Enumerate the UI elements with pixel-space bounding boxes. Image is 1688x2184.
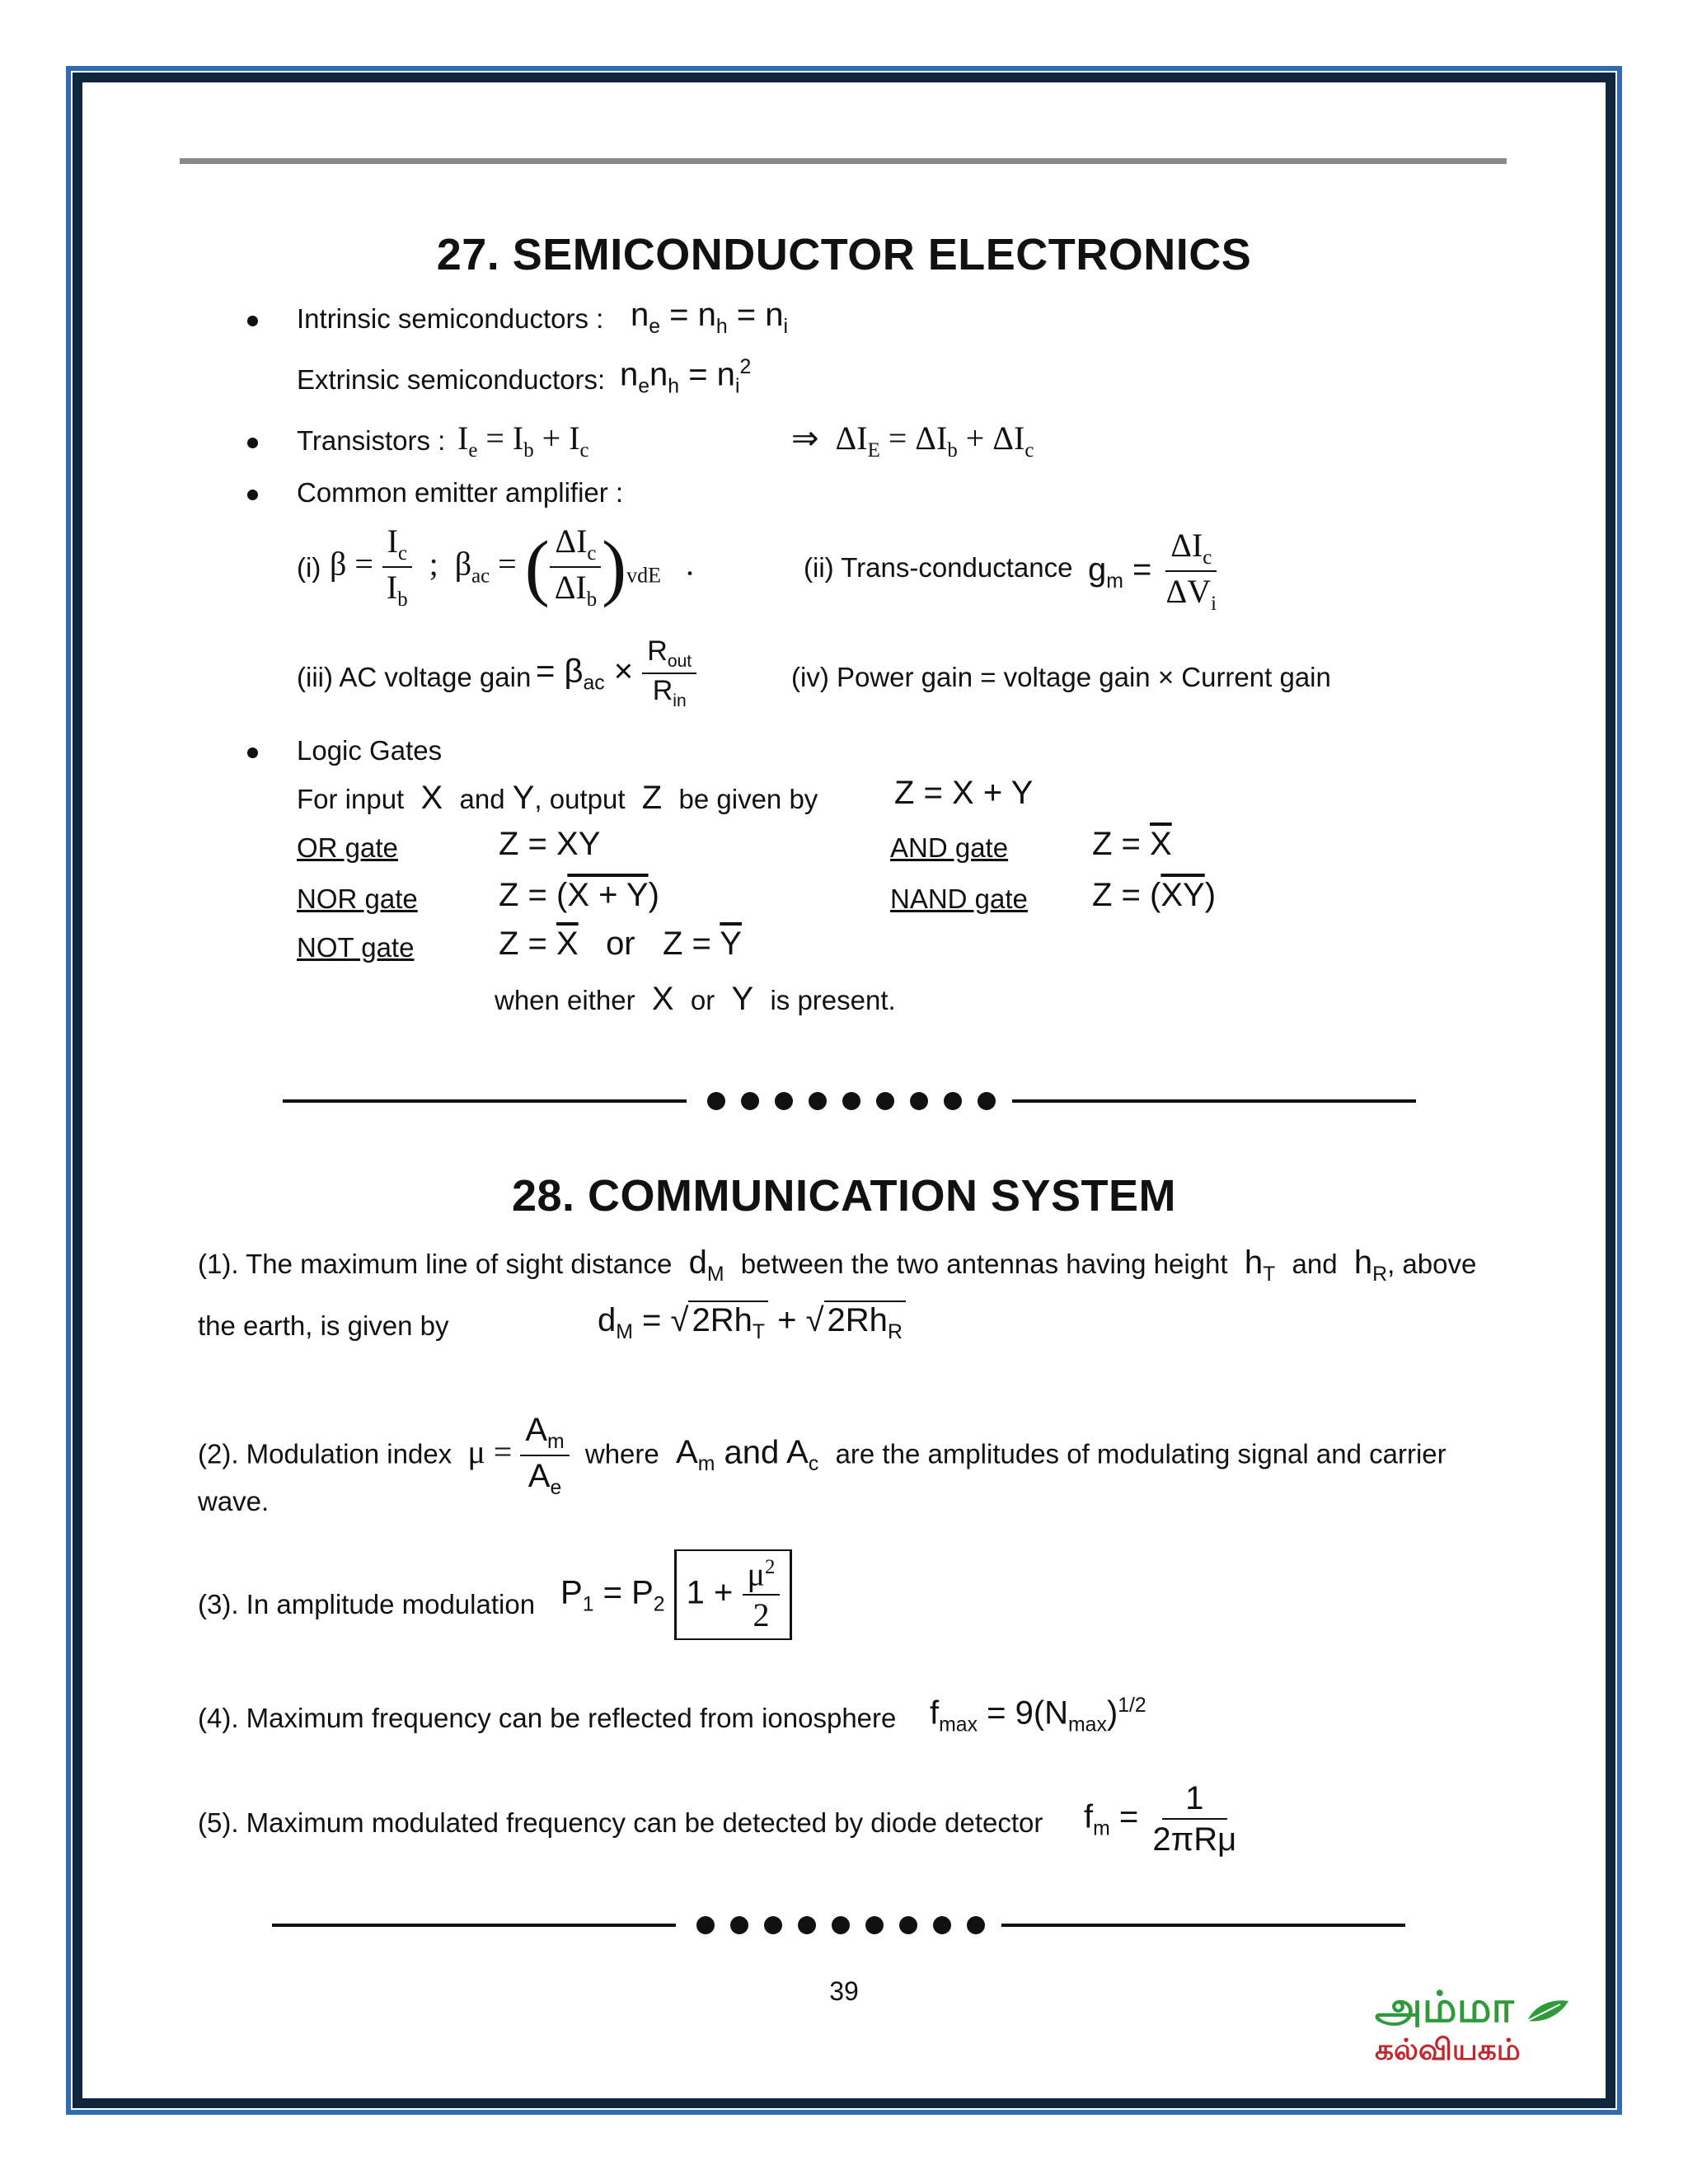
p2-line2: wave. <box>198 1486 270 1516</box>
amma-kalviyagam-logo <box>1375 1983 1573 2085</box>
logo-line2: கல்வியகம் <box>1375 2033 1521 2067</box>
or-gate-formula: Z = XY <box>499 826 601 862</box>
p2-line1: (2). Modulation index μ = $\frac{A_m}{A_e}$ where $A_m$ and $A_c$ are the amplitudes of modulating signal and carrier <box>198 1412 1447 1500</box>
bullet <box>247 748 258 758</box>
text: are the amplitudes of modulating signal and carrier <box>835 1438 1447 1469</box>
section-27-title: 27. SEMICONDUCTOR ELECTRONICS <box>436 230 1252 279</box>
text: (2). Modulation index <box>198 1438 452 1469</box>
logo-line1: அம்மா <box>1375 1983 1514 2032</box>
fmax-formula: $f_{max} = 9(N_{max})^{1/2}$ <box>930 1694 1146 1736</box>
logic-gates-label: Logic Gates <box>297 735 443 766</box>
transistor-formula: $I_e = I_b + I_c$ <box>457 419 589 462</box>
text: be given by <box>678 784 818 814</box>
bullet <box>247 438 258 448</box>
extrinsic-formula: $n_en_h = n_i^2$ <box>620 356 752 398</box>
p5-label: (5). Maximum modulated frequency can be detected by diode detector <box>198 1807 1043 1838</box>
separator-dots <box>707 1092 1011 1114</box>
fm-formula: $f_m$ = $\frac{1}{\text{2πRμ}}$ <box>1084 1780 1237 1858</box>
intrinsic-label: Intrinsic semiconductors : <box>297 303 604 334</box>
transistor-delta-formula: ⇒ $\Delta I_E = \Delta I_b + \Delta I_c$ <box>791 419 1034 462</box>
ac-voltage-gain-formula: = $\beta_{ac}$ × $\frac{R_{out}}{R_{in}}$ <box>536 636 696 710</box>
separator-dots <box>696 1916 1001 1938</box>
text: where <box>584 1438 659 1469</box>
item-ii-label: (ii) Trans-conductance <box>804 552 1073 583</box>
item-i-label: (i) <box>297 552 321 583</box>
text: , output <box>534 784 626 814</box>
item-iii-label: (iii) AC voltage gain <box>297 662 532 692</box>
nor-gate-formula: Z = (X + Y) <box>499 877 659 913</box>
nand-gate-formula: $Z = (\overline{XY})$ <box>1092 877 1217 913</box>
or-expression: Z = X + Y <box>894 775 1034 811</box>
am-power-formula: $P_1 = P_2$ 1 + $\frac{\mu^2}{2}$ <box>560 1549 792 1640</box>
separator-line <box>283 1099 687 1103</box>
bullet <box>247 490 258 500</box>
text: or <box>690 985 715 1015</box>
text: and <box>1292 1249 1338 1279</box>
text: For input <box>297 784 405 814</box>
section-28-title: 28. COMMUNICATION SYSTEM <box>511 1171 1177 1221</box>
text: or <box>606 926 635 962</box>
for-input-line: For input X and Y, output Z be given by <box>297 780 818 816</box>
los-distance-formula: $d_M$ = √ $2Rh_T$ + √ $2Rh_R$ <box>598 1301 906 1344</box>
transistors-label: Transistors : <box>297 425 446 456</box>
not-gate-formula: $Z = \overline{X}$ or $Z = \overline{Y}$ <box>499 926 742 962</box>
nand-gate-label: NAND gate <box>890 883 1028 914</box>
bullet <box>247 316 258 326</box>
text: and <box>459 784 505 814</box>
nor-gate-label: NOR gate <box>297 883 418 914</box>
separator-line <box>1001 1924 1405 1927</box>
p3-label: (3). In amplitude modulation <box>198 1589 536 1619</box>
p1-line1: (1). The maximum line of sight distance $d_M$ between the two antennas having height $h_T$ and $h_R$, above <box>198 1244 1477 1286</box>
or-gate-label: OR gate <box>297 832 398 863</box>
p4-label: (4). Maximum frequency can be reflected from ionosphere <box>198 1703 897 1733</box>
not-gate-label: NOT gate <box>297 932 415 963</box>
beta-formula: β = $\frac{I_c}{I_b}$ ; $\beta_{ac}$ = ( $\frac{\Delta I_c}{\Delta I_b}$ )$_{vdE}$ . <box>330 523 695 612</box>
separator-line <box>1012 1099 1416 1103</box>
item-iv-label: (iv) Power gain = voltage gain × Current gain <box>791 662 1331 692</box>
intrinsic-formula: $n_e = n_h = n_i$ <box>631 297 789 338</box>
p1-line2: the earth, is given by <box>198 1310 449 1341</box>
ce-label: Common emitter amplifier : <box>297 477 624 508</box>
header-rule <box>180 158 1507 164</box>
when-either-line: when either X or Y is present. <box>495 981 896 1017</box>
extrinsic-label: Extrinsic semiconductors: <box>297 364 606 395</box>
leaf-icon <box>1523 1994 1573 2027</box>
page-number: 39 <box>829 1976 859 2006</box>
text: when either <box>495 985 635 1015</box>
transconductance-formula: $g_m$ = $\frac{\Delta I_c}{\Delta V_i}$ <box>1088 527 1217 616</box>
separator-line <box>272 1924 676 1927</box>
text: (1). The maximum line of sight distance <box>198 1249 673 1279</box>
and-gate-formula: $Z = \overline{X}$ <box>1092 826 1172 862</box>
text: between the two antennas having height <box>740 1249 1228 1279</box>
text: and <box>724 1434 780 1471</box>
text: , above <box>1387 1249 1477 1279</box>
text: is present. <box>770 985 896 1015</box>
and-gate-label: AND gate <box>890 832 1009 863</box>
